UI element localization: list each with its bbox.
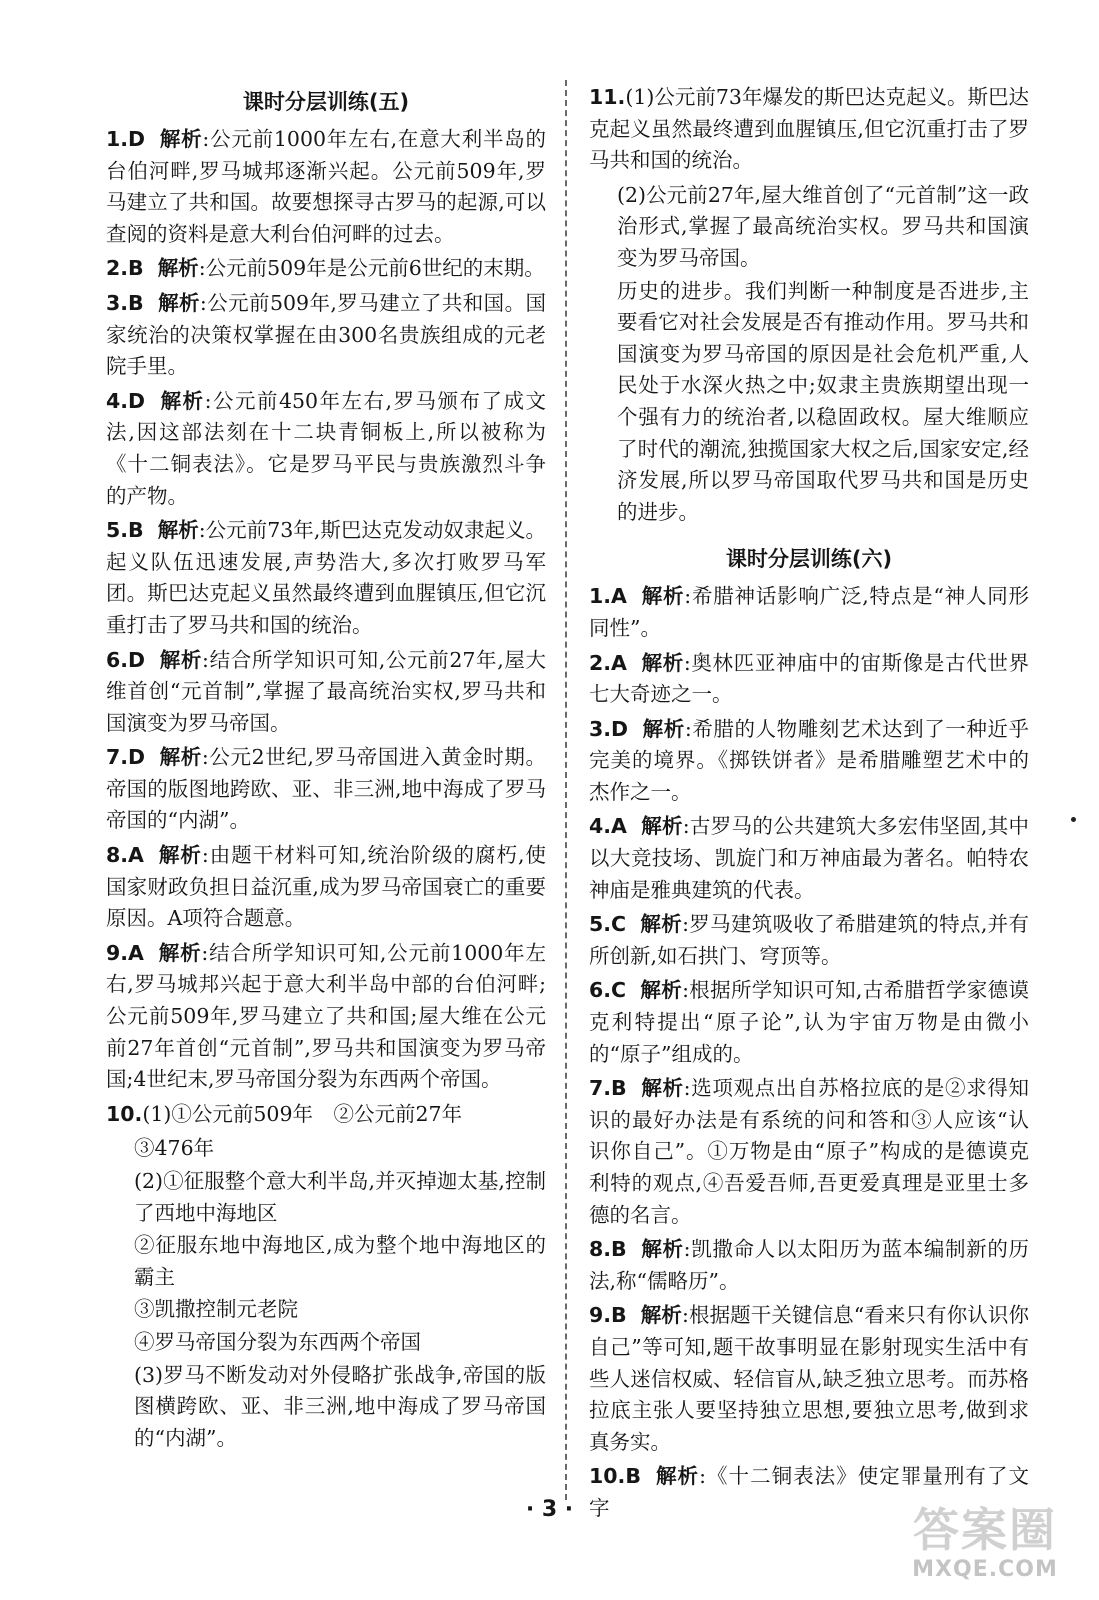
watermark-logo <box>880 1503 1090 1593</box>
analysis-label: 解析 <box>640 978 683 1003</box>
analysis-label: 解析 <box>640 584 685 609</box>
answer-text: :公元前509年,罗马建立了共和国。国家统治的决策权掌握在由300名贵族组成的元老院手里。 <box>106 290 546 379</box>
answer-number: 2.A <box>589 650 627 675</box>
answer-subline: 历史的进步。我们判断一种制度是否进步,主要看它对社会发展是否有推动作用。罗马共和国演变为罗马帝国的原因是社会危机严重,人民处于水深火热之中;奴隶主贵族期望出现一个强有力的统治者,以稳固政权。屋大维顺应了时代的潮流,独揽国家大权之后,国家安定,经济发展,所以罗马帝国取代罗马共和国是历史的进步。 <box>617 278 1029 524</box>
answer-number: 9.A <box>106 940 144 965</box>
answer-text: :结合所学知识可知,公元前1000年左右,罗马城邦兴起于意大利半岛中部的台伯河畔;公元前509年,罗马建立了共和国;屋大维在公元前27年首创“元首制”,罗马共和国演变为罗马帝国;4世纪末,罗马帝国分裂为东西两个帝国。 <box>106 940 547 1092</box>
answer-item-6-5 <box>589 909 1029 972</box>
answer-number: 6.C <box>589 978 627 1003</box>
answer-number: 1.A <box>589 584 627 609</box>
watermark-text: 答案圈 <box>913 1503 1057 1557</box>
left-column <box>106 82 546 1455</box>
answer-item-6-9 <box>589 1300 1029 1458</box>
analysis-label: 解析 <box>640 1237 684 1262</box>
analysis-label: 解析 <box>640 814 683 839</box>
answer-text: (1)公元前73年爆发的斯巴达克起义。斯巴达克起义虽然最终遭到血腥镇压,但它沉重打击了罗马共和国的统治。 <box>589 85 1029 173</box>
analysis-label: 解析 <box>642 716 685 741</box>
answer-item-5-6 <box>106 645 546 740</box>
analysis-label: 解析 <box>654 1464 700 1489</box>
answer-item-5-2 <box>106 253 546 285</box>
page-number: · 3 · <box>525 1497 574 1522</box>
answer-text: :罗马建筑吸收了希腊建筑的特点,并有所创新,如石拱门、穹顶等。 <box>589 912 1029 968</box>
answer-subline: (2)①征服整个意大利半岛,并灭掉迦太基,控制了西地中海地区 <box>134 1169 546 1225</box>
answer-text: (1)①公元前509年 ②公元前27年 <box>142 1101 463 1126</box>
section-title-6: 课时分层训练(六) <box>725 547 893 572</box>
answer-text: :由题干材料可知,统治阶级的腐朽,使国家财政负担日益沉重,成为罗马帝国衰亡的重要原因。A项符合题意。 <box>106 843 546 931</box>
answer-text: :公元前73年,斯巴达克发动奴隶起义。起义队伍迅速发展,声势浩大,多次打败罗马军团。斯巴达克起义虽然最终遭到血腥镇压,但它沉重打击了罗马共和国的统治。 <box>106 518 546 637</box>
answer-number: 4.A <box>589 814 627 839</box>
answer-number: 11. <box>589 85 626 109</box>
answer-subline: ③凯撒控制元老院 <box>134 1297 298 1322</box>
section-title-5: 课时分层训练(五) <box>242 90 410 114</box>
answer-item-6-6 <box>589 975 1029 1070</box>
answer-number: 6.D <box>106 647 146 672</box>
analysis-label: 解析 <box>640 1303 682 1328</box>
answer-item-5-10 <box>106 1099 546 1131</box>
answer-item-5-9 <box>106 938 546 1096</box>
answer-item-6-4 <box>589 811 1029 906</box>
answer-text: :《十二铜表法》使定罪量刑有了文字 <box>589 1464 1030 1520</box>
answer-item-5-8 <box>106 840 546 935</box>
answer-text: :公元前450年左右,罗马颁布了成文法,因这部法刻在十二块青铜板上,所以被称为《十二铜表法》。它是罗马平民与贵族激烈斗争的产物。 <box>106 388 546 508</box>
analysis-label: 解析 <box>640 912 683 937</box>
answer-number: 7.B <box>589 1076 627 1101</box>
analysis-label: 解析 <box>159 127 203 151</box>
answer-item-6-8 <box>589 1234 1029 1297</box>
answer-text: :奥林匹亚神庙中的宙斯像是古代世界七大奇迹之一。 <box>589 650 1029 707</box>
answer-number: 8.A <box>106 843 144 868</box>
right-column <box>589 82 1029 1528</box>
analysis-label: 解析 <box>640 650 684 675</box>
answer-subline: (2)公元前27年,屋大维首创了“元首制”这一政治形式,掌握了最高统治实权。罗马共和国演变为罗马帝国。 <box>617 182 1029 270</box>
answer-text: :公元前509年是公元前6世纪的末期。 <box>198 256 545 281</box>
answer-number: 5.C <box>589 912 627 937</box>
answer-number: 4.D <box>106 388 146 413</box>
answer-subline: ③476年 <box>134 1136 215 1161</box>
analysis-label: 解析 <box>157 518 199 543</box>
margin-dot <box>1071 817 1076 822</box>
answer-item-5-7 <box>106 742 546 837</box>
answer-subline: (3)罗马不断发动对外侵略扩张战争,帝国的版图横跨欧、亚、非三洲,地中海成了罗马帝国的“内湖”。 <box>134 1362 546 1450</box>
analysis-label: 解析 <box>159 647 203 672</box>
answer-text: :希腊神话影响广泛,特点是“神人同形同性”。 <box>589 584 1030 640</box>
answer-text: :根据所学知识可知,古希腊哲学家德谟克利特提出“原子论”,认为宇宙万物是由微小的“原子”组成的。 <box>589 978 1029 1066</box>
analysis-label: 解析 <box>640 1076 684 1101</box>
answer-item-5-3 <box>106 288 546 383</box>
answer-text: :公元2世纪,罗马帝国进入黄金时期。帝国的版图地跨欧、亚、非三洲,地中海成了罗马帝国的“内湖”。 <box>106 745 547 833</box>
answer-text: :选项观点出自苏格拉底的是②求得知识的最好办法是有系统的问和答和③人应该“认识你自己”。①万物是由“原子”构成的是德谟克利特的观点,④吾爱吾师,吾更爱真理是亚里士多德的名言。 <box>589 1076 1030 1227</box>
answer-number: 5.B <box>106 518 144 543</box>
answer-number: 2.B <box>106 256 144 281</box>
analysis-label: 解析 <box>157 843 202 868</box>
answer-number: 3.B <box>106 290 144 315</box>
analysis-label: 解析 <box>157 256 199 281</box>
answer-item-6-1 <box>589 581 1029 644</box>
answer-number: 10. <box>106 1101 143 1126</box>
answer-subline: ②征服东地中海地区,成为整个地中海地区的霸主 <box>134 1233 546 1289</box>
answer-text: :结合所学知识可知,公元前27年,屋大维首创“元首制”,掌握了最高统治实权,罗马共和国演变为罗马帝国。 <box>106 647 546 735</box>
answer-item-5-5 <box>106 515 546 641</box>
watermark-url: MXQE.COM <box>912 1557 1058 1582</box>
answer-item-6-7 <box>589 1073 1029 1231</box>
answer-item-5-4 <box>106 386 546 512</box>
answer-text: :古罗马的公共建筑大多宏伟坚固,其中以大竞技场、凯旋门和万神庙最为著名。帕特农神庙是雅典建筑的代表。 <box>589 814 1029 902</box>
analysis-label: 解析 <box>157 290 200 315</box>
answer-number: 9.B <box>589 1303 627 1328</box>
column-divider <box>565 80 567 1500</box>
answer-number: 1.D <box>106 127 146 151</box>
analysis-label: 解析 <box>159 388 205 413</box>
analysis-label: 解析 <box>157 940 202 965</box>
answer-number: 3.D <box>589 716 629 741</box>
answer-item-6-2 <box>589 648 1029 711</box>
answer-number: 10.B <box>589 1464 641 1489</box>
answer-text: :凯撒命人以太阳历为蓝本编制新的历法,称“儒略历”。 <box>589 1237 1030 1293</box>
answer-number: 8.B <box>589 1237 627 1262</box>
analysis-label: 解析 <box>159 745 202 770</box>
answer-text: :希腊的人物雕刻艺术达到了一种近乎完美的境界。《掷铁饼者》是希腊雕塑艺术中的杰作之一。 <box>589 716 1030 804</box>
answer-text: :根据题干关键信息“看来只有你认识你自己”等可知,题干故事明显在影射现实生活中有些人迷信权威、轻信盲从,缺乏独立思考。而苏格拉底主张人要坚持独立思想,要独立思考,做到求真务实。 <box>589 1303 1030 1454</box>
answer-item-5-11 <box>589 82 1029 177</box>
answer-item-6-3 <box>589 714 1029 809</box>
answer-subline: ④罗马帝国分裂为东西两个帝国 <box>134 1329 421 1354</box>
answer-number: 7.D <box>106 745 146 770</box>
answer-text: :公元前1000年左右,在意大利半岛的台伯河畔,罗马城邦逐渐兴起。公元前509年,罗马建立了共和国。故要想探寻古罗马的起源,可以查阅的资料是意大利台伯河畔的过去。 <box>106 127 547 246</box>
answer-item-5-1 <box>106 124 546 250</box>
